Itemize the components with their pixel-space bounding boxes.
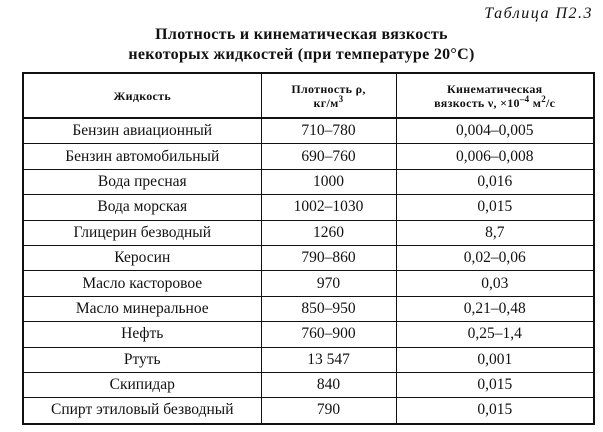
cell-density: 1000 [261,169,396,194]
cell-liquid: Керосин [23,245,261,270]
cell-viscosity: 0,016 [396,169,594,194]
table-row [23,398,594,424]
cell-liquid: Масло минеральное [23,296,261,321]
table-row [23,195,594,220]
cell-viscosity: 0,21–0,48 [396,296,594,321]
cell-viscosity: 0,02–0,06 [396,245,594,270]
cell-density: 1002–1030 [261,195,396,220]
header-viscosity-unit [401,93,590,110]
viscosity-unit-suffix: /с [546,95,556,110]
header-density [261,73,396,118]
cell-viscosity: 0,015 [396,195,594,220]
cell-density: 790–860 [261,245,396,270]
cell-liquid: Бензин авиационный [23,118,261,144]
cell-liquid: Масло касторовое [23,271,261,296]
viscosity-unit-exponent: 2 [541,93,547,104]
table-number: Таблица П2.3 [484,5,593,22]
table-row [23,271,594,296]
cell-viscosity: 0,001 [396,347,594,372]
table-row [23,322,594,347]
header-density-unit [266,93,392,110]
cell-viscosity: 0,25–1,4 [396,322,594,347]
cell-liquid: Скипидар [23,372,261,397]
table-row [23,118,594,144]
cell-viscosity: 0,015 [396,372,594,397]
cell-density: 13 547 [261,347,396,372]
viscosity-power-exponent: –4 [519,93,530,104]
header-viscosity-label: Кинематическая [447,81,543,96]
cell-density: 1260 [261,220,396,245]
header-viscosity [396,73,594,118]
cell-viscosity: 0,03 [396,271,594,296]
cell-density: 760–900 [261,322,396,347]
cell-liquid: Вода морская [23,195,261,220]
cell-liquid: Нефть [23,322,261,347]
table-row [23,144,594,169]
cell-density: 710–780 [261,118,396,144]
viscosity-prefix: вязкость ν, ×10 [434,95,520,110]
table-title [0,25,603,65]
density-unit-exponent: 3 [338,93,344,104]
cell-liquid: Спирт этиловый безводный [23,398,261,424]
cell-density: 840 [261,372,396,397]
table-row [23,347,594,372]
cell-liquid: Ртуть [23,347,261,372]
cell-density: 850–950 [261,296,396,321]
table-row [23,245,594,270]
cell-viscosity: 0,006–0,008 [396,144,594,169]
table-row [23,372,594,397]
header-row [23,73,594,118]
density-unit-base: кг/м [313,95,339,110]
header-liquid: Жидкость [23,73,261,118]
liquids-table [22,72,595,425]
cell-liquid: Вода пресная [23,169,261,194]
cell-viscosity: 0,004–0,005 [396,118,594,144]
table-row [23,169,594,194]
table-title-line-2: некоторых жидкостей (при температуре 20°С) [128,46,475,63]
viscosity-unit-base: м [529,95,542,110]
cell-liquid: Глицерин безводный [23,220,261,245]
table-row [23,296,594,321]
cell-density: 690–760 [261,144,396,169]
cell-liquid: Бензин автомобильный [23,144,261,169]
cell-viscosity: 0,015 [396,398,594,424]
header-density-label: Плотность ρ, [291,81,366,96]
cell-density: 790 [261,398,396,424]
table-row [23,220,594,245]
table-title-line-1: Плотность и кинематическая вязкость [155,26,448,43]
cell-viscosity: 8,7 [396,220,594,245]
cell-density: 970 [261,271,396,296]
